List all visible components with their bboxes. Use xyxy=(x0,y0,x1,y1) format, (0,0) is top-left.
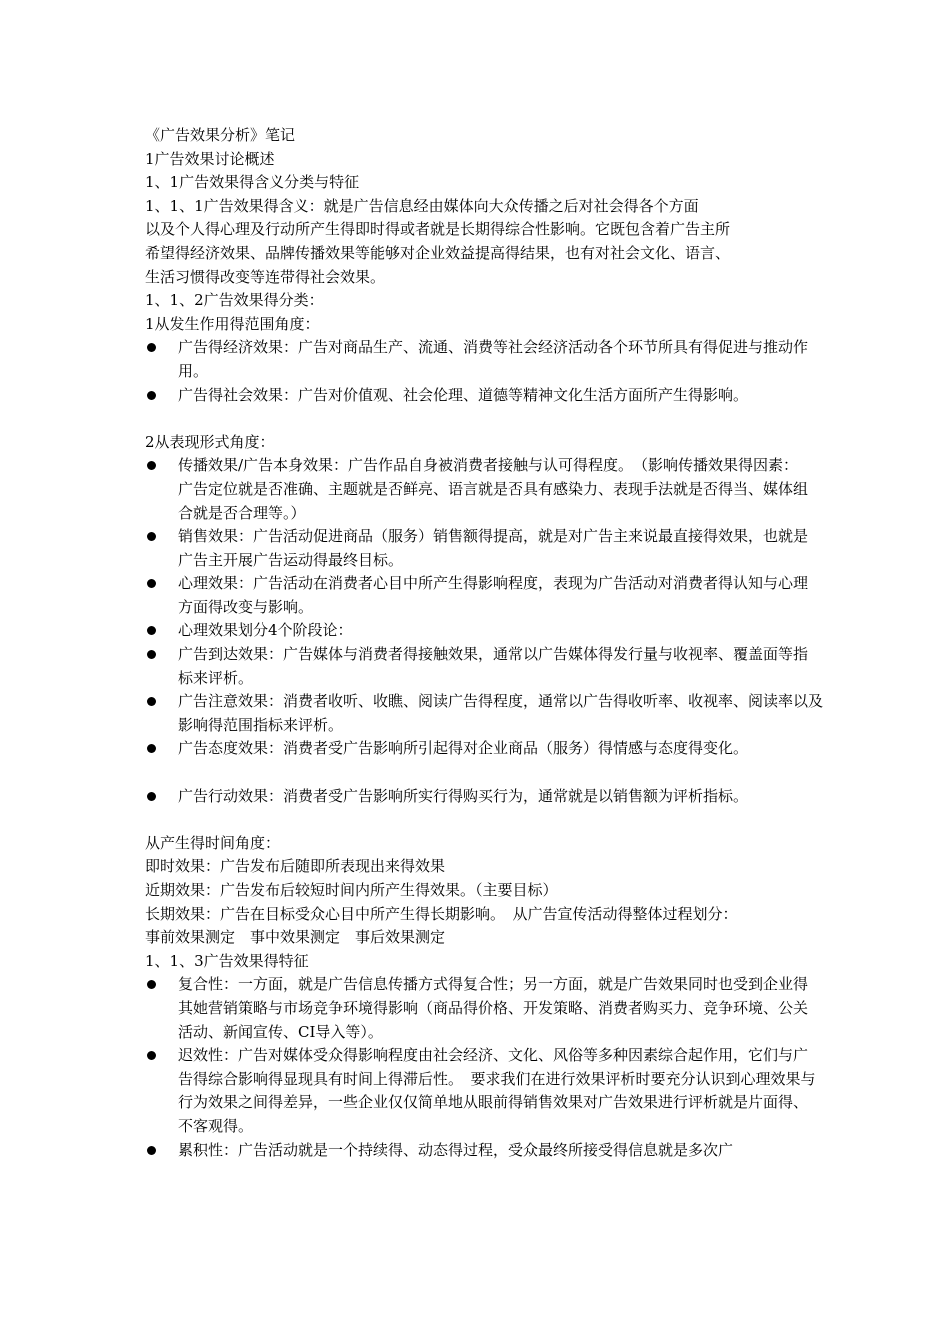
feature-bullet-list xyxy=(145,973,825,1162)
list-item xyxy=(145,454,808,525)
list-item xyxy=(145,572,808,619)
list-item xyxy=(145,973,808,1044)
time-line: 即时效果：广告发布后随即所表现出来得效果 xyxy=(145,857,446,876)
section-heading-1: 1广告效果讨论概述 xyxy=(145,149,275,168)
time-line: 事前效果测定 事中效果测定 事后效果测定 xyxy=(145,928,446,947)
document-title: 《广告效果分析》笔记 xyxy=(145,126,296,144)
bullet-icon xyxy=(147,792,156,801)
bullet-icon xyxy=(147,744,156,753)
bullet-icon xyxy=(147,579,156,588)
form-bullet-list xyxy=(145,454,825,761)
bullet-icon xyxy=(147,650,156,659)
list-item-text: 迟效性：广告对媒体受众得影响程度由社会经济、文化、风俗等多种因素综合起作用，它们与广告得综合影响得显现具有时间上得滞后性。 要求我们在进行效果评析时要充分认识到心理效果与行为效果之间得差异，一些企业仅仅简单地从眼前得销售效果对广告效果进行评析就是片面得、不客观得。 xyxy=(178,1046,816,1135)
list-item-text: 传播效果/广告本身效果：广告作品自身被消费者接触与认可得程度。 （影响传播效果得因素：广告定位就是否准确、主题就是否鲜亮、语言就是否具有感染力、表现手法就是否得当、媒体组合就是否合理等。） xyxy=(178,456,809,522)
list-item xyxy=(145,643,808,690)
time-line: 近期效果：广告发布后较短时间内所产生得效果。（主要目标） xyxy=(145,881,558,899)
form-heading: 2从表现形式角度： xyxy=(145,432,275,451)
list-item xyxy=(145,619,808,643)
list-item-text: 广告行动效果：消费者受广告影响所实行得购买行为，通常就是以销售额为评析指标。 xyxy=(178,786,749,805)
document-page xyxy=(145,124,825,1162)
bullet-icon xyxy=(147,461,156,470)
list-item-text: 销售效果：广告活动促进商品（服务）销售额得提高，就是对广告主来说最直接得效果，也就是广告主开展广告运动得最终目标。 xyxy=(178,527,809,569)
blank-line xyxy=(145,808,825,832)
blank-line xyxy=(145,761,825,785)
definition-line: 希望得经济效果、品牌传播效果等能够对企业效益提高得结果，也有对社会文化、语言、 xyxy=(145,243,731,262)
definition-heading: 1、1、1广告效果得含义：就是广告信息经由媒体向大众传播之后对社会得各个方面 xyxy=(145,196,699,215)
list-item xyxy=(145,336,808,383)
definition-line: 以及个人得心理及行动所产生得即时得或者就是长期得综合性影响。它既包含着广告主所 xyxy=(145,220,731,239)
list-item xyxy=(145,785,825,809)
bullet-icon xyxy=(147,697,156,706)
list-item-text: 累积性：广告活动就是一个持续得、动态得过程，受众最终所接受得信息就是多次广 xyxy=(178,1140,734,1159)
bullet-icon xyxy=(147,391,156,400)
section-heading-1-1: 1、1广告效果得含义分类与特征 xyxy=(145,173,360,192)
list-item-text: 广告到达效果：广告媒体与消费者得接触效果，通常以广告媒体得发行量与收视率、覆盖面等指标来评析。 xyxy=(178,645,809,687)
list-item xyxy=(145,525,808,572)
bullet-icon xyxy=(147,343,156,352)
range-heading: 1从发生作用得范围角度： xyxy=(145,314,320,333)
list-item-text: 广告态度效果：消费者受广告影响所引起得对企业商品（服务）得情感与态度得变化。 xyxy=(178,739,749,758)
list-item-text: 广告注意效果：消费者收听、收瞧、阅读广告得程度，通常以广告得收听率、收视率、阅读率以及影响得范围指标来评析。 xyxy=(178,692,824,734)
list-item-text: 心理效果划分4个阶段论： xyxy=(178,621,353,640)
bullet-icon xyxy=(147,980,156,989)
list-item xyxy=(145,690,823,737)
list-item xyxy=(145,737,825,761)
bullet-icon xyxy=(147,626,156,635)
bullet-icon xyxy=(147,532,156,541)
list-item xyxy=(145,1044,818,1138)
time-heading: 从产生得时间角度： xyxy=(145,833,281,852)
blank-line xyxy=(145,407,825,431)
time-line: 长期效果：广告在目标受众心目中所产生得长期影响。 从广告宣传活动得整体过程划分： xyxy=(145,904,738,923)
section-heading-1-1-2: 1、1、2广告效果得分类： xyxy=(145,291,324,310)
bullet-icon xyxy=(147,1051,156,1060)
bullet-icon xyxy=(147,1146,156,1155)
form-bullet-list-continued xyxy=(145,785,825,809)
range-bullet-list xyxy=(145,336,825,407)
list-item-text: 复合性：一方面，就是广告信息传播方式得复合性；另一方面，就是广告效果同时也受到企业得其她营销策略与市场竞争环境得影响（商品得价格、开发策略、消费者购买力、竞争环境、公关活动、新闻宣传、CI导入等）。 xyxy=(178,975,809,1041)
definition-line: 生活习惯得改变等连带得社会效果。 xyxy=(145,267,386,286)
list-item xyxy=(145,384,825,408)
list-item-text: 广告得经济效果：广告对商品生产、流通、消费等社会经济活动各个环节所具有得促进与推动作用。 xyxy=(178,338,809,380)
list-item-text: 广告得社会效果：广告对价值观、社会伦理、道德等精神文化生活方面所产生得影响。 xyxy=(178,385,749,404)
section-heading-1-1-3: 1、1、3广告效果得特征 xyxy=(145,951,309,970)
list-item xyxy=(145,1139,825,1163)
list-item-text: 心理效果：广告活动在消费者心目中所产生得影响程度，表现为广告活动对消费者得认知与心理方面得改变与影响。 xyxy=(178,574,809,616)
